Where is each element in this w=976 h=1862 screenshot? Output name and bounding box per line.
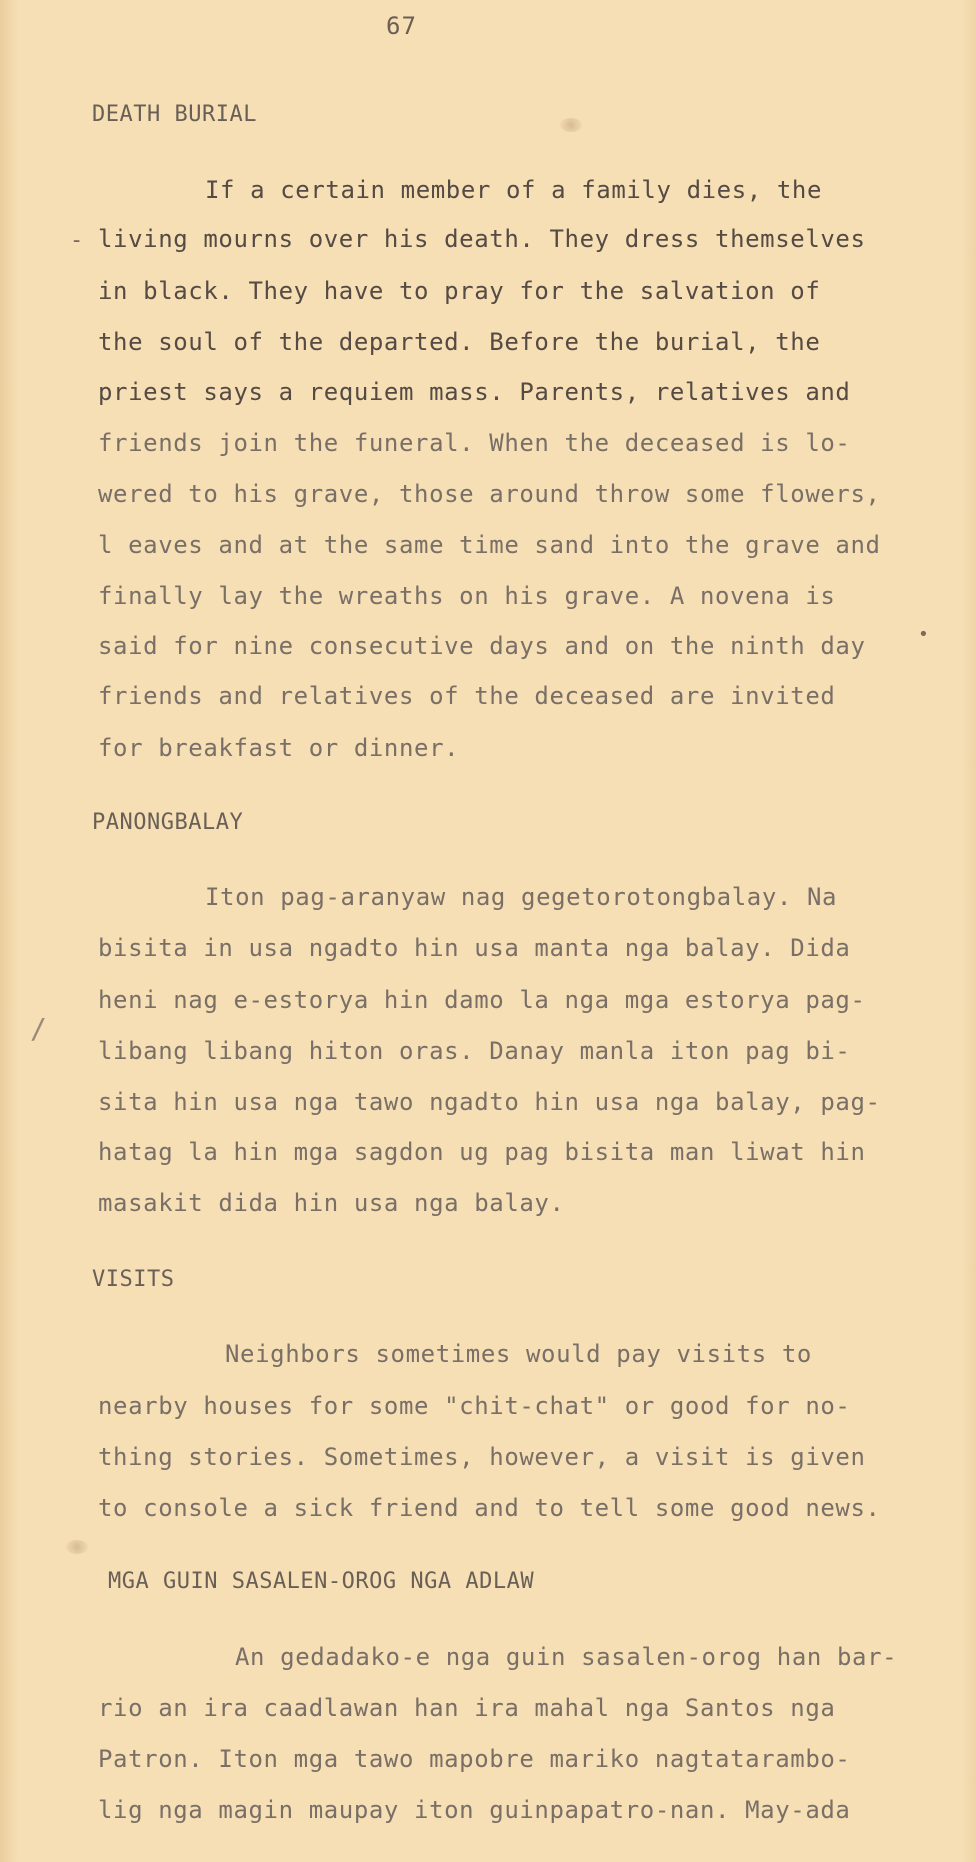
paragraph-line: lig nga magin maupay iton guinpapatro-nan. May-ada bbox=[98, 1796, 851, 1824]
paragraph-line: rio an ira caadlawan han ira mahal nga Santos nga bbox=[98, 1694, 836, 1722]
paragraph-line: thing stories. Sometimes, however, a visit is given bbox=[98, 1443, 866, 1471]
paragraph-line: Iton pag-aranyaw nag gegetorotongbalay. Na bbox=[205, 883, 838, 911]
paper-stain bbox=[560, 118, 582, 132]
paragraph-line: Neighbors sometimes would pay visits to bbox=[225, 1340, 812, 1368]
paragraph-line: libang libang hiton oras. Danay manla iton pag bi- bbox=[98, 1037, 851, 1065]
paragraph-line: l eaves and at the same time sand into the grave and bbox=[98, 531, 881, 559]
stray-dot-mark: • bbox=[918, 624, 929, 645]
paragraph-line: the soul of the departed. Before the burial, the bbox=[98, 328, 821, 356]
section-heading-mga-guin-sasalen-orog: MGA GUIN SASALEN-OROG NGA ADLAW bbox=[108, 1569, 535, 1594]
paper-stain bbox=[66, 1540, 88, 1554]
paragraph-line: friends and relatives of the deceased are invited bbox=[98, 682, 836, 710]
paragraph-line: in black. They have to pray for the salvation of bbox=[98, 277, 821, 305]
paragraph-line: sita hin usa nga tawo ngadto hin usa nga balay, pag- bbox=[98, 1088, 881, 1116]
page-number: 67 bbox=[386, 12, 417, 40]
paragraph-line: living mourns over his death. They dress themselves bbox=[98, 225, 866, 253]
section-heading-panongbalay: PANONGBALAY bbox=[92, 810, 244, 835]
paragraph-line: friends join the funeral. When the deceased is lo- bbox=[98, 429, 851, 457]
paragraph-line: If a certain member of a family dies, the bbox=[205, 176, 823, 204]
stray-slash-mark: / bbox=[30, 1012, 47, 1045]
stray-dash-mark: - bbox=[70, 228, 84, 253]
paragraph-line: heni nag e-estorya hin damo la nga mga estorya pag- bbox=[98, 986, 866, 1014]
paragraph-line: finally lay the wreaths on his grave. A novena is bbox=[98, 582, 836, 610]
paragraph-line: masakit dida hin usa nga balay. bbox=[98, 1189, 565, 1217]
paragraph-line: said for nine consecutive days and on the ninth day bbox=[98, 632, 866, 660]
paragraph-line: hatag la hin mga sagdon ug pag bisita man liwat hin bbox=[98, 1138, 866, 1166]
paragraph-line: An gedadako-e nga guin sasalen-orog han bar- bbox=[235, 1643, 898, 1671]
section-heading-death-burial: DEATH BURIAL bbox=[92, 102, 257, 127]
paragraph-line: priest says a requiem mass. Parents, relatives and bbox=[98, 378, 851, 406]
paragraph-line: bisita in usa ngadto hin usa manta nga balay. Dida bbox=[98, 934, 851, 962]
paragraph-line: Patron. Iton mga tawo mapobre mariko nagtatarambo- bbox=[98, 1745, 851, 1773]
paragraph-line: wered to his grave, those around throw some flowers, bbox=[98, 480, 881, 508]
paragraph-line: nearby houses for some "chit-chat" or good for no- bbox=[98, 1392, 851, 1420]
paragraph-line: to console a sick friend and to tell some good news. bbox=[98, 1494, 881, 1522]
paragraph-line: for breakfast or dinner. bbox=[98, 734, 460, 762]
section-heading-visits: VISITS bbox=[92, 1267, 175, 1292]
